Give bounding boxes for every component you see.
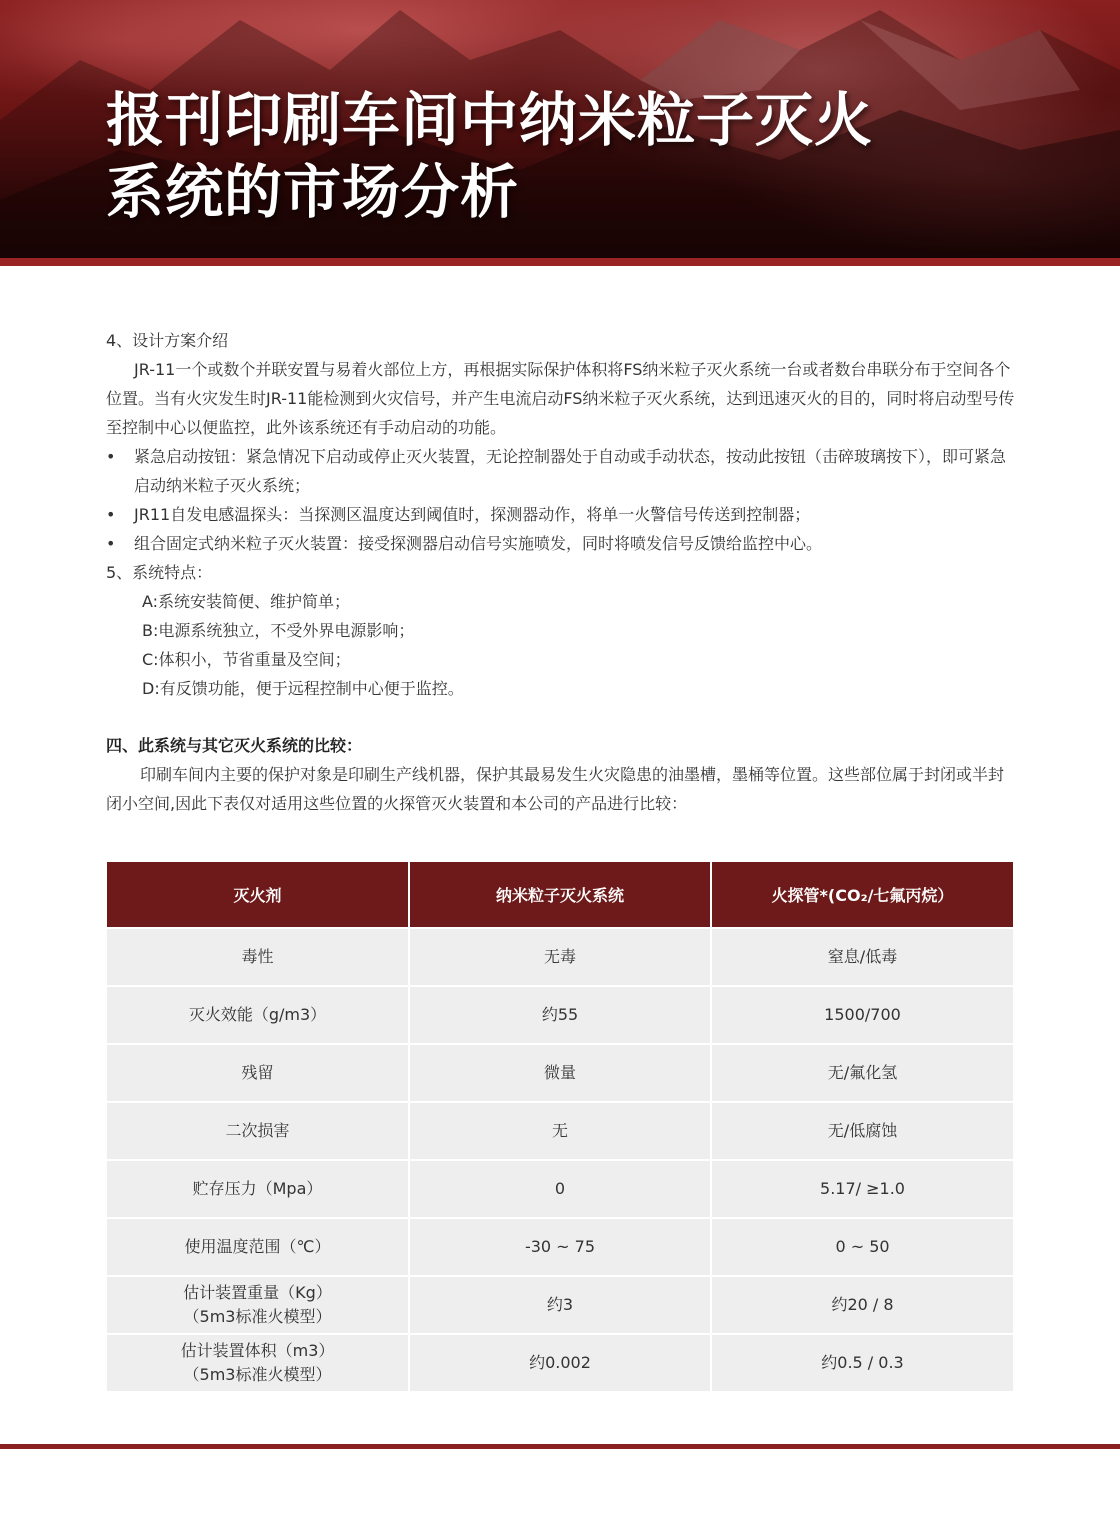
feature-item: D:有反馈功能，便于远程控制中心便于监控。 — [142, 679, 464, 698]
comparison-heading: 四、此系统与其它灭火系统的比较： — [106, 736, 363, 755]
column-header: 灭火剂 — [107, 862, 409, 928]
main-content — [106, 326, 1016, 818]
header-banner — [0, 0, 1120, 258]
table-cell: 窒息/低毒 — [711, 928, 1013, 986]
table-body — [107, 928, 1013, 1391]
table-header-row — [107, 862, 1013, 928]
table-cell: 约0.5 / 0.3 — [711, 1334, 1013, 1391]
table-cell: 二次损害 — [107, 1102, 409, 1160]
table-row — [107, 986, 1013, 1044]
feature-item: C:体积小，节省重量及空间； — [142, 650, 351, 669]
table-cell: 无/低腐蚀 — [711, 1102, 1013, 1160]
table-cell: 0 — [409, 1160, 711, 1218]
bullet-dot-icon: • — [106, 505, 116, 524]
table-cell: 1500/700 — [711, 986, 1013, 1044]
table-row — [107, 1044, 1013, 1102]
table-cell: 5.17/ ≥1.0 — [711, 1160, 1013, 1218]
column-header: 火探管*(CO₂/七氟丙烷） — [711, 862, 1013, 928]
table-cell: 约20 / 8 — [711, 1276, 1013, 1334]
table-cell: 残留 — [107, 1044, 409, 1102]
table-cell: 使用温度范围（℃） — [107, 1218, 409, 1276]
page-title — [106, 84, 873, 228]
table-cell: 贮存压力（Mpa） — [107, 1160, 409, 1218]
table-cell: 0 ~ 50 — [711, 1218, 1013, 1276]
table-row — [107, 1218, 1013, 1276]
column-header: 纳米粒子灭火系统 — [409, 862, 711, 928]
table-cell: 约0.002 — [409, 1334, 711, 1391]
table-row — [107, 928, 1013, 986]
table-row — [107, 1102, 1013, 1160]
table-cell: 微量 — [409, 1044, 711, 1102]
table-cell: 约3 — [409, 1276, 711, 1334]
table-cell: 灭火效能（g/m3） — [107, 986, 409, 1044]
comparison-table — [107, 862, 1013, 1391]
bullet-dot-icon: • — [106, 447, 116, 466]
feature-item: A:系统安装简便、维护简单； — [142, 592, 351, 611]
table-row — [107, 1276, 1013, 1334]
bullet-dot-icon: • — [106, 534, 116, 553]
table-row — [107, 1334, 1013, 1391]
bullet-item: • JR11自发电感温探头：当探测区温度达到阈值时，探测器动作，将单一火警信号传送到控制器； — [106, 500, 1016, 529]
table-cell: 无 — [409, 1102, 711, 1160]
table-cell: 毒性 — [107, 928, 409, 986]
table-cell: -30 ~ 75 — [409, 1218, 711, 1276]
bullet-item: • 紧急启动按钮：紧急情况下启动或停止灭火装置，无论控制器处于自动或手动状态，按动此按钮（击碎玻璃按下），即可紧急启动纳米粒子灭火系统； — [106, 442, 1016, 500]
section-5-heading: 5、系统特点： — [106, 563, 213, 582]
table-cell: 无/氟化氢 — [711, 1044, 1013, 1102]
section-4-heading: 4、设计方案介绍 — [106, 331, 229, 350]
title-line-1: 报刊印刷车间中纳米粒子灭火 — [106, 86, 874, 154]
table-cell: 约55 — [409, 986, 711, 1044]
footer-line — [0, 1444, 1120, 1449]
table-cell: 无毒 — [409, 928, 711, 986]
table-cell: 估计装置体积（m3） （5m3标准火模型） — [107, 1334, 409, 1391]
table-row — [107, 1160, 1013, 1218]
title-line-2: 系统的市场分析 — [106, 158, 520, 226]
table-cell: 估计装置重量（Kg） （5m3标准火模型） — [107, 1276, 409, 1334]
bullet-item: • 组合固定式纳米粒子灭火装置：接受探测器启动信号实施喷发，同时将喷发信号反馈给监控中心。 — [106, 529, 1016, 558]
banner-stripe — [0, 258, 1120, 266]
feature-item: B:电源系统独立，不受外界电源影响； — [142, 621, 415, 640]
section-4-intro: JR-11一个或数个并联安置与易着火部位上方，再根据实际保护体积将FS纳米粒子灭火系统一台或者数台串联分布于空间各个位置。当有火灾发生时JR-11能检测到火灾信号，并产生电流启动FS纳米粒子灭火系统，达到迅速灭火的目的，同时将启动型号传至控制中心以便监控，此外该系统还有手动启动的功能。 — [106, 360, 1015, 437]
comparison-intro: 印刷车间内主要的保护对象是印刷生产线机器，保护其最易发生火灾隐患的油墨槽，墨桶等位置。这些部位属于封闭或半封闭小空间,因此下表仅对适用这些位置的火探管灭火装置和本公司的产品进行比较： — [106, 765, 1005, 813]
